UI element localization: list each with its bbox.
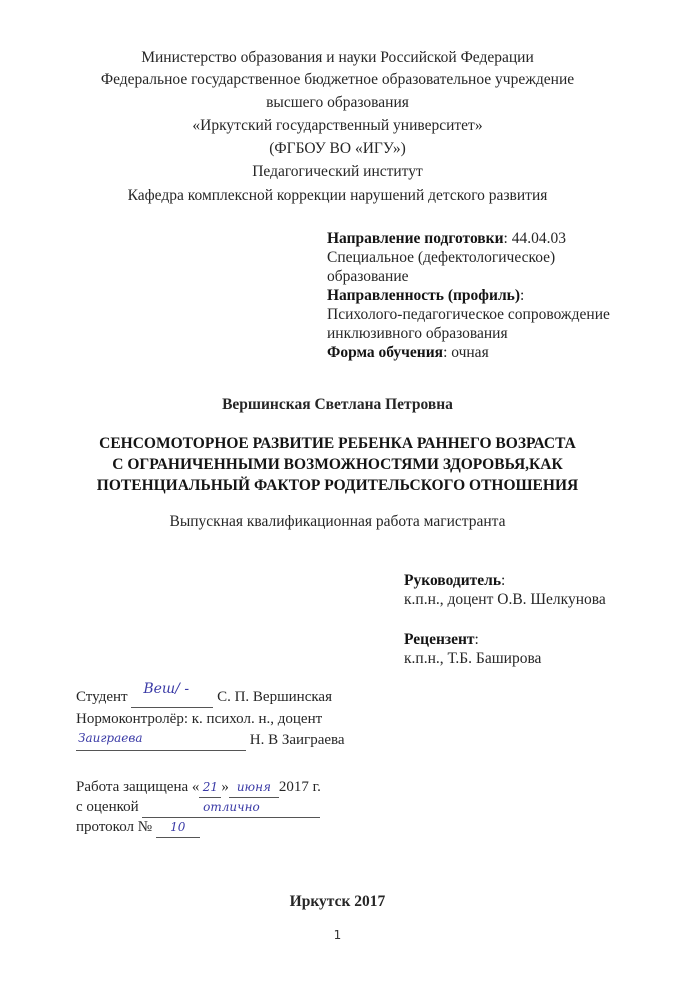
student-signature-line — [131, 681, 213, 708]
student-signature: Веш/ - — [143, 681, 190, 697]
profile-value-1: Психолого-педагогическое сопровождение — [327, 306, 610, 323]
grade-label: с оценкой — [76, 799, 139, 815]
normcontrol-label: Нормоконтролёр: к. психол. н., доцент — [76, 711, 323, 727]
direction-name-1: Специальное (дефектологическое) — [327, 249, 556, 266]
protocol-line — [156, 818, 200, 838]
university-abbr: (ФГБОУ ВО «ИГУ») — [269, 140, 406, 157]
page-number: 1 — [333, 928, 342, 942]
direction-label: Направление подготовки — [327, 230, 504, 247]
grade-line — [142, 798, 320, 818]
student-name: С. П. Вершинская — [217, 689, 332, 705]
ministry-line: Министерство образования и науки Российской Федерации — [141, 49, 534, 66]
grade-row — [76, 798, 320, 818]
profile-label: Направленность (профиль) — [327, 287, 520, 304]
normcontrol-signature-line — [76, 731, 246, 751]
defense-month: июня — [236, 780, 271, 794]
thesis-title-line-3: ПОТЕНЦИАЛЬНЫЙ ФАКТОР РОДИТЕЛЬСКОГО ОТНОШЕНИЯ — [96, 477, 579, 494]
supervisor-value: к.п.н., доцент О.В. Шелкунова — [404, 591, 606, 608]
author-name: Вершинская Светлана Петровна — [222, 396, 453, 413]
reviewer-block — [404, 630, 541, 668]
normcontrol-signature: Заиграева — [78, 731, 143, 745]
city-year: Иркутск 2017 — [289, 893, 386, 910]
supervisor-block — [404, 571, 606, 609]
supervisor-label: Руководитель — [404, 572, 502, 589]
normcontrol-signature-row — [76, 731, 345, 751]
protocol-value: 10 — [170, 820, 186, 834]
profile-colon: : — [520, 287, 525, 304]
education-level-line: высшего образования — [266, 94, 409, 111]
protocol-label: протокол № — [76, 819, 153, 835]
defense-day: 21 — [202, 780, 219, 794]
form-label: Форма обучения — [327, 344, 444, 361]
department-name: Кафедра комплексной коррекции нарушений детского развития — [127, 187, 548, 204]
defense-month-line — [229, 778, 279, 798]
reviewer-value: к.п.н., Т.Б. Баширова — [404, 650, 542, 667]
form-value: : очная — [443, 344, 489, 361]
defense-day-line — [199, 778, 221, 798]
form-row — [327, 343, 610, 362]
work-type: Выпускная квалификационная работа магистранта — [169, 513, 506, 530]
institute-name: Педагогический институт — [252, 163, 423, 180]
student-label: Студент — [76, 689, 128, 705]
thesis-title-line-2: С ОГРАНИЧЕННЫМИ ВОЗМОЖНОСТЯМИ ЗДОРОВЬЯ,КАК — [112, 456, 563, 473]
protocol-row — [76, 818, 200, 838]
profile-value-2: инклюзивного образования — [327, 325, 508, 342]
defended-year: 2017 г. — [278, 779, 321, 795]
defended-label: Работа защищена « — [76, 779, 200, 795]
thesis-title-line-1: СЕНСОМОТОРНОЕ РАЗВИТИЕ РЕБЕНКА РАННЕГО ВОЗРАСТА — [99, 435, 576, 452]
direction-value: : 44.04.03 — [503, 230, 566, 247]
reviewer-label: Рецензент — [404, 631, 475, 648]
direction-row — [327, 229, 610, 248]
defended-mid: » — [221, 779, 229, 795]
defense-row — [76, 778, 321, 798]
program-block — [327, 229, 610, 362]
institution-line: Федеральное государственное бюджетное образовательное учреждение — [100, 71, 575, 88]
profile-row — [327, 286, 610, 305]
grade-value: отлично — [203, 800, 260, 814]
supervisor-colon: : — [501, 572, 506, 589]
student-signature-row — [76, 681, 332, 708]
direction-name-2: образование — [327, 268, 409, 285]
university-name: «Иркутский государственный университет» — [192, 117, 483, 134]
normcontrol-name: Н. В Заиграева — [249, 732, 345, 748]
reviewer-colon: : — [474, 631, 479, 648]
